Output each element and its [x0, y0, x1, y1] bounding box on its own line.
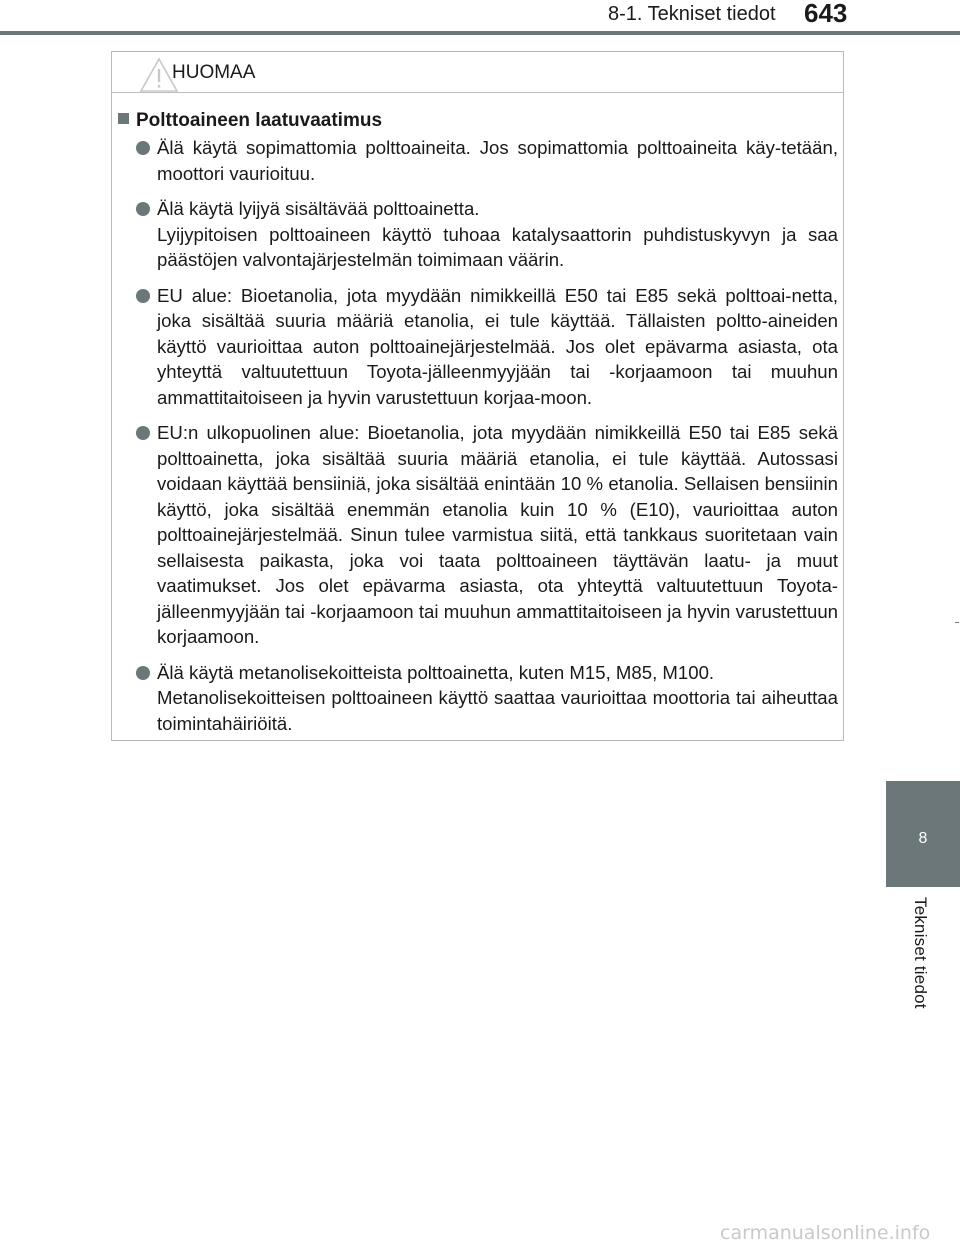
- list-item: [136, 135, 838, 186]
- bullet-dot-icon: [136, 141, 150, 155]
- watermark: carmanualsonline.info: [720, 1222, 931, 1244]
- bullet-text: EU alue: Bioetanolia, jota myydään nimikkeillä E50 tai E85 sekä polttoai-netta, joka sisältää suuria määriä etanolia, ei tule käyttää. Tällaisten poltto-aineiden käyttö vaurioittaa auton polttoainejärjestelmää. Jos olet epävarma asiasta, ota yhteyttä valtuutettuun Toyota-jälleenmyyjään tai -korjaamoon tai muuhun ammattitaitoiseen ja hyvin varustettuun korjaa-moon.: [157, 284, 838, 408]
- bullet-text: Älä käytä sopimattomia polttoaineita. Jos sopimattomia polttoaineita käy-tetään, moottori vaurioituu.: [157, 137, 838, 184]
- bullet-text: Metanolisekoitteisen polttoaineen käyttö saattaa vaurioittaa moottoria tai aiheuttaa toimintahäiriöitä.: [157, 687, 838, 734]
- square-bullet-icon: [118, 113, 129, 124]
- notice-header: [112, 52, 843, 93]
- list-item: [136, 283, 838, 411]
- bullet-dot-icon: [136, 666, 150, 680]
- bullet-text: Älä käytä metanolisekoitteista polttoainetta, kuten M15, M85, M100.: [157, 661, 715, 683]
- list-item: [136, 420, 838, 650]
- bullet-text: Lyijypitoisen polttoaineen käyttö tuhoaa katalysaattorin puhdistuskyvyn ja saa päästöjen valvontajärjestelmän toimimaan väärin.: [157, 223, 838, 270]
- section-heading: [118, 110, 382, 132]
- list-item: [136, 660, 838, 737]
- bullet-dot-icon: [136, 202, 150, 216]
- chapter-tab: 8: [886, 781, 960, 887]
- notice-box: [111, 51, 844, 741]
- section-heading-text: Polttoaineen laatuvaatimus: [136, 110, 383, 131]
- header-divider: [0, 31, 960, 35]
- list-item: [136, 196, 838, 273]
- margin-tick: [955, 622, 959, 623]
- chapter-tab-label: Tekniset tiedot: [911, 897, 930, 1009]
- notice-title: HUOMAA: [172, 62, 256, 83]
- bullet-text: EU:n ulkopuolinen alue: Bioetanolia, jota myydään nimikkeillä E50 tai E85 sekä polttoainetta, joka sisältää suuria määriä etanolia, ei tule käyttää. Autossasi voidaan käyttää bensiiniä, joka sisältää enintään 10 % etanolia. Sellaisen bensiinin käyttö, joka sisältää enemmän etanolia kuin 10 % (E10), vaurioittaa auton polttoainejärjestelmää. Sinun tulee varmistua siitä, että tankkaus suoritetaan vain sellaisesta paikasta, joka voi taata polttoaineen täyttävän laatu- ja muut vaatimukset. Jos olet epävarma asiasta, ota yhteyttä valtuutettuun Toyota-jälleenmyyjään tai -korjaamoon tai muuhun ammattitaitoiseen ja hyvin varustettuun korjaamoon.: [157, 422, 838, 647]
- section-title: 8-1. Tekniset tiedot: [608, 3, 776, 25]
- page-number: 643: [804, 0, 848, 28]
- bullet-text: Älä käytä lyijyä sisältävää polttoainetta.: [157, 198, 480, 219]
- bullet-dot-icon: [136, 426, 150, 440]
- bullet-dot-icon: [136, 289, 150, 303]
- bullet-list: [136, 135, 838, 746]
